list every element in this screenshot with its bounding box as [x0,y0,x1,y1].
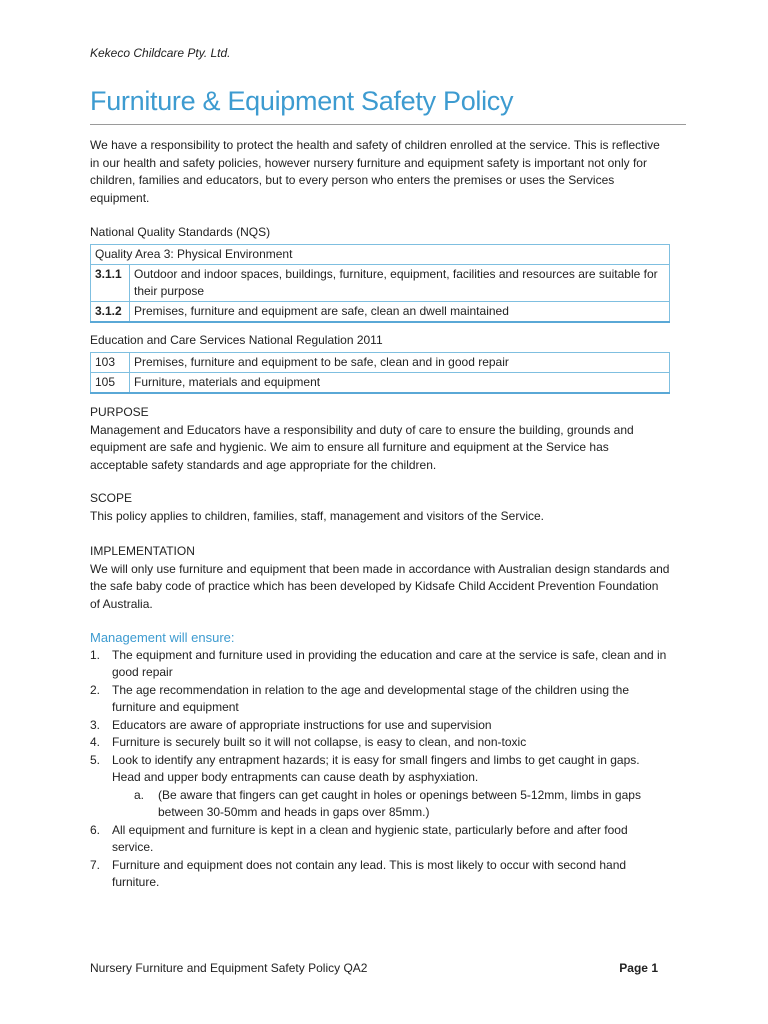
footer-document-title: Nursery Furniture and Equipment Safety Policy QA2 [90,961,368,975]
company-name: Kekeco Childcare Pty. Ltd. [90,46,231,60]
intro-paragraph: We have a responsibility to protect the health and safety of children enrolled at the service. This is reflective in our health and safety policies, however nursery furniture and equipment safety is important not only for children, families and educators, but to every person who enters the premises or uses the Services equipment. [90,138,660,205]
list-subitem-letter: a. [134,787,145,802]
scope-text: This policy applies to children, families, staff, management and visitors of the Service. [90,508,544,523]
list-item-text: Educators are aware of appropriate instructions for use and supervision [112,717,492,732]
list-item [90,857,670,892]
page-title: Furniture & Equipment Safety Policy [90,86,686,125]
list-subitem [90,787,670,822]
list-number: 4. [90,735,101,749]
list-number: 1. [90,647,101,662]
nqs-heading: National Quality Standards (NQS) [90,225,271,239]
nqs-text-cell: Premises, furniture and equipment are safe, clean an dwell maintained [130,301,670,322]
nqs-section [90,224,670,323]
scope-section [90,490,670,525]
management-list [90,647,670,787]
list-subitem-text: (Be aware that fingers can get caught in holes or openings between 5-12mm, limbs in gaps between 30-50mm and heads in gaps over 85mm.) [158,787,641,819]
purpose-section [90,404,670,474]
regulation-code-cell: 103 [91,352,130,372]
page-footer [90,961,658,975]
table-row [91,352,670,372]
list-number: 6. [90,822,101,837]
table-row [91,264,670,301]
table-row [91,372,670,393]
management-heading: Management will ensure: [90,630,235,645]
list-item-text: The age recommendation in relation to the age and developmental stage of the children using the furniture and equipment [112,682,630,714]
management-section [90,629,670,892]
list-number: 3. [90,717,101,732]
list-item [90,647,670,682]
list-number: 7. [90,857,101,872]
regulation-section [90,332,670,394]
list-item [90,717,670,735]
list-item [90,752,670,787]
regulation-text-cell: Premises, furniture and equipment to be safe, clean and in good repair [130,352,670,372]
list-item-text: Furniture is securely built so it will not collapse, is easy to clean, and non-toxic [112,735,527,749]
nqs-code-cell: 3.1.2 [91,301,130,322]
nqs-text-cell: Outdoor and indoor spaces, buildings, furniture, equipment, facilities and resources are suitable for their purpose [130,264,670,301]
nqs-area-cell: Quality Area 3: Physical Environment [91,244,670,264]
management-list-continued [90,822,670,892]
footer-page-number: Page 1 [619,961,658,975]
implementation-section [90,543,670,613]
scope-heading: SCOPE [90,491,133,505]
list-item-text: The equipment and furniture used in providing the education and care at the service is safe, clean and in good repair [112,647,667,679]
list-number: 5. [90,752,101,767]
purpose-heading: PURPOSE [90,405,149,419]
list-item-text: Look to identify any entrapment hazards; it is easy for small fingers and limbs to get caught in gaps. Head and upper body entrapments can cause death by asphyxiation. [112,752,640,784]
list-item-text: Furniture and equipment does not contain any lead. This is most likely to occur with second hand furniture. [112,857,627,889]
list-item [90,734,670,752]
list-item [90,822,670,857]
list-item [90,682,670,717]
implementation-text: We will only use furniture and equipment that been made in accordance with Australian design standards and the safe baby code of practice which has been developed by Kidsafe Child Accident Prevention Foundation of Australia. [90,561,670,611]
regulation-text-cell: Furniture, materials and equipment [130,372,670,393]
table-row [91,244,670,264]
nqs-table [90,244,670,323]
implementation-heading: IMPLEMENTATION [90,544,195,558]
purpose-text: Management and Educators have a responsibility and duty of care to ensure the building, grounds and equipment are safe and hygienic. We aim to ensure all furniture and equipment at the Service has acceptable safety standards and age appropriate for the children. [90,422,634,472]
table-row [91,301,670,322]
list-item-text: All equipment and furniture is kept in a clean and hygienic state, particularly before and after food service. [112,822,628,854]
nqs-code-cell: 3.1.1 [91,264,130,301]
regulation-code-cell: 105 [91,372,130,393]
regulation-table [90,352,670,394]
regulation-heading: Education and Care Services National Regulation 2011 [90,333,383,347]
list-number: 2. [90,682,101,697]
